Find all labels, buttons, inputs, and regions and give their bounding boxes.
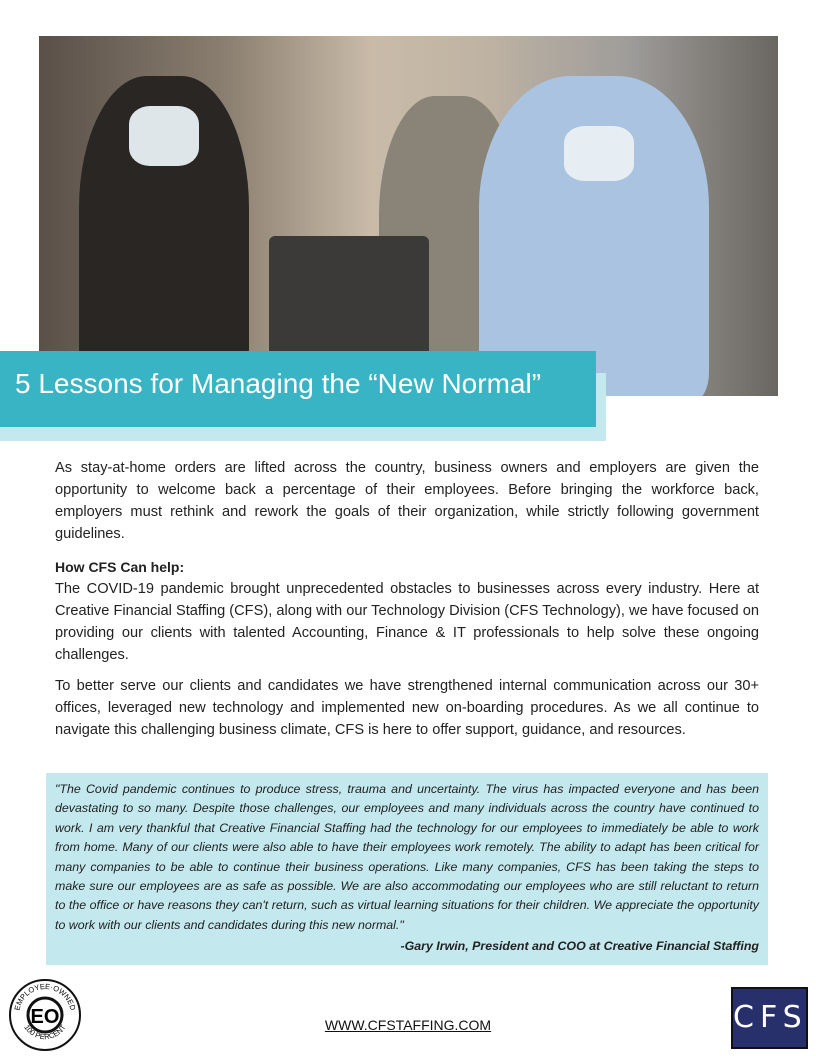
- website-link[interactable]: WWW.CFSTAFFING.COM: [324, 1017, 492, 1033]
- intro-paragraph: As stay-at-home orders are lifted across the country, business owners and employers are given the opportunity to welcome back a percentage of their employees. Before bringing the workforce back, employers must rethink and rework the goals of their organization, while strictly following government guidelines.: [55, 460, 759, 542]
- section-heading: How CFS Can help:: [55, 559, 185, 575]
- svg-text:EMPLOYEE·OWNED: EMPLOYEE·OWNED: [12, 981, 78, 1012]
- cfs-logo: CFS: [731, 987, 808, 1049]
- quote-text: "The Covid pandemic continues to produce stress, trauma and uncertainty. The virus has impacted everyone and has been devastating to so many. Despite those challenges, our employees and many individuals across the country have continued to work. I am very thankful that Creative Financial Staffing had the technology for our employees to immediately be able to work from home. Many of our clients were also able to have their employees work remotely. The ability to adapt has been critical for many companies to be able to continue their business operations. Like many companies, CFS has been taking the steps to make sure our employees are as safe as possible. We are also accommodating our employees who are still reluctant to return to the office or have reasons they can't return, such as virtual learning situations for their children. We appreciate the opportunity to work with our clients and candidates during this new normal.": [55, 782, 759, 932]
- quote-attribution: -Gary Irwin, President and COO at Creative Financial Staffing: [400, 939, 759, 954]
- hero-photo: [39, 36, 778, 396]
- svg-text:100 PERCENT: 100 PERCENT: [22, 1022, 68, 1042]
- serve-paragraph: To better serve our clients and candidates we have strengthened internal communication across our 30+ offices, leveraged new technology and implemented new on-boarding procedures. As we all continue to navigate this challenging business climate, CFS is here to offer support, guidance, and resources.: [55, 678, 759, 738]
- svg-text:EO: EO: [30, 1006, 60, 1028]
- quote-box: [46, 773, 768, 965]
- help-paragraph: The COVID-19 pandemic brought unprecedented obstacles to businesses across every industry. Here at Creative Financial Staffing (CFS), along with our Technology Division (CFS Technology), we have focused on providing our clients with talented Accounting, Finance & IT professionals to help solve these ongoing challenges.: [55, 581, 759, 663]
- page-title: 5 Lessons for Managing the “New Normal”: [15, 368, 542, 399]
